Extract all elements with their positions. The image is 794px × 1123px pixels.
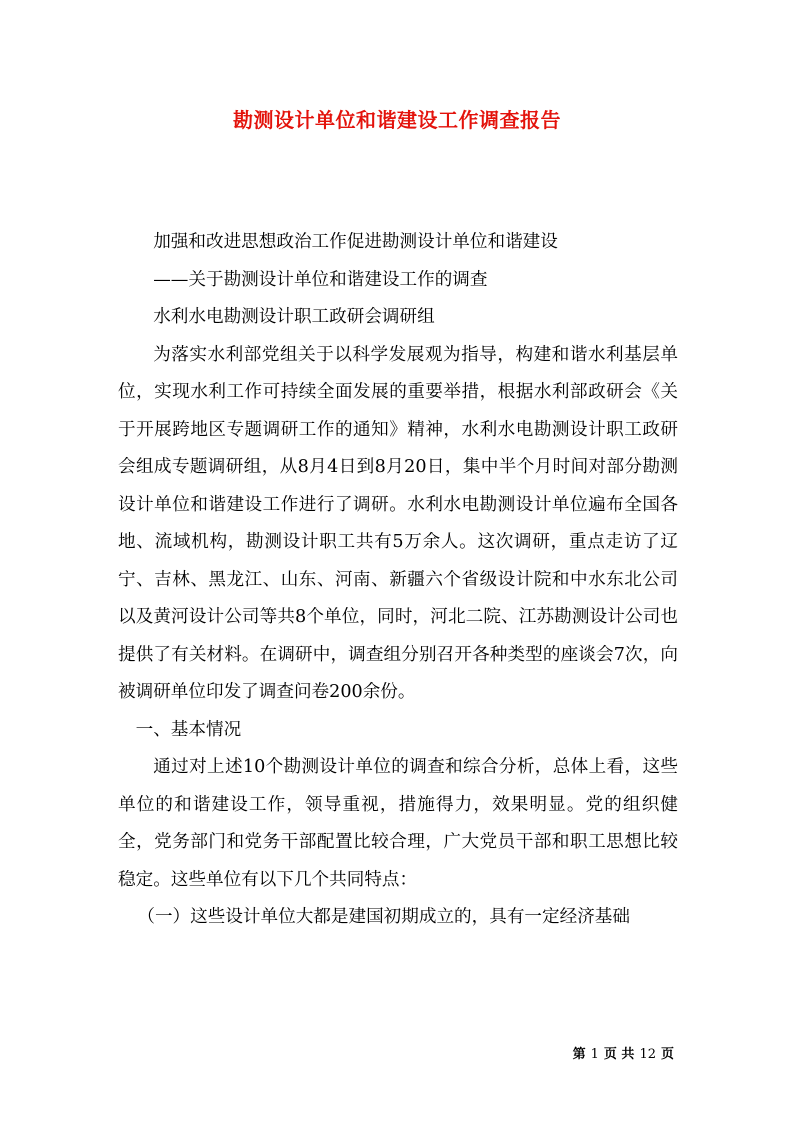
page-total: 12 — [639, 1046, 656, 1062]
page-footer — [0, 1040, 794, 1064]
document-body — [118, 224, 678, 937]
paragraph-point-1: （一）这些设计单位大都是建国初期成立的，具有一定经济基础 — [137, 907, 630, 927]
paragraph-subtitle-2: ——关于勘测设计单位和谐建设工作的调查 — [153, 269, 488, 290]
document-title: 勘测设计单位和谐建设工作调查报告 — [233, 108, 561, 132]
page-label-post: 页 — [660, 1046, 674, 1062]
section-heading-basic-situation: 一、基本情况 — [135, 719, 242, 740]
page-label-mid: 页 共 — [603, 1046, 635, 1062]
paragraph-intro: 为落实水利部党组关于以科学发展观为指导，构建和谐水利基层单位，实现水利工作可持续全面发展的重要举措，根据水利部政研会《关于开展跨地区专题调研工作的通知》精神，水利水电勘测设计职工政研会组成专题调研组，从8月4日到8月20日，集中半个月时间对部分勘测设计单位和谐建设工作进行了调研。水利水电勘测设计单位遍布全国各地、流域机构，勘测设计职工共有5万余人。这次调研，重点走访了辽宁、吉林、黑龙江、山东、河南、新疆六个省级设计院和中水东北公司以及黄河设计公司等共8个单位，同时，河北二院、江苏勘测设计公司也提供了有关材料。在调研中，调查组分别召开各种类型的座谈会7次，向被调研单位印发了调查问卷200余份。 — [118, 344, 678, 702]
page-current: 1 — [590, 1046, 599, 1062]
page-label-pre: 第 — [572, 1046, 586, 1062]
paragraph-overview: 通过对上述10个勘测设计单位的调查和综合分析，总体上看，这些单位的和谐建设工作，领导重视，措施得力，效果明显。党的组织健全，党务部门和党务干部配置比较合理，广大党员干部和职工思想比较稳定。这些单位有以下几个共同特点： — [118, 757, 678, 890]
page-number — [573, 1043, 674, 1062]
paragraph-subtitle: 加强和改进思想政治工作促进勘测设计单位和谐建设 — [153, 232, 558, 252]
paragraph-author: 水利水电勘测设计职工政研会调研组 — [153, 307, 435, 327]
